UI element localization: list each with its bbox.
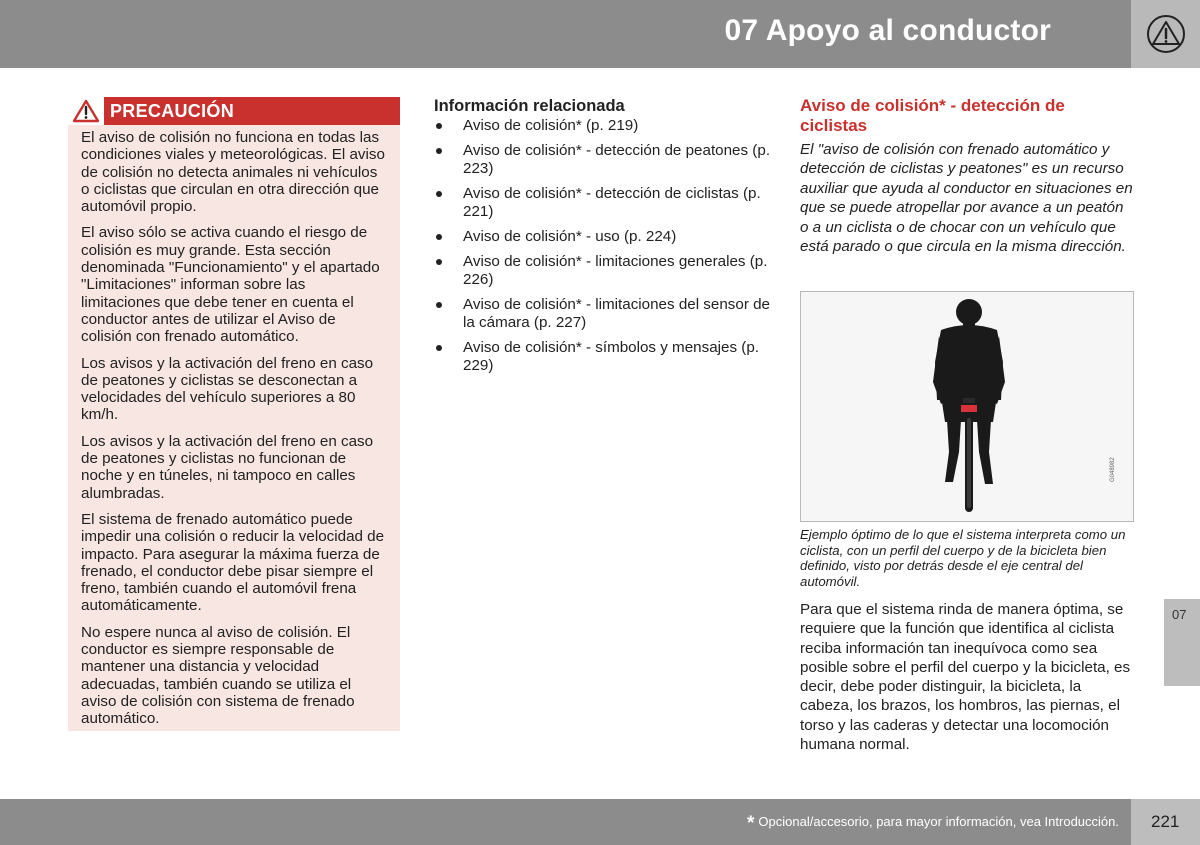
related-link[interactable]: Aviso de colisión* - detección de ciclistas (p. 221) xyxy=(434,185,774,221)
header-bar xyxy=(0,0,1131,68)
caution-box xyxy=(68,97,400,731)
chapter-tab-label: 07 xyxy=(1172,607,1187,622)
bullet-icon xyxy=(436,123,442,129)
caution-paragraph: El sistema de frenado automático puede impedir una colisión o reducir la velocidad de impacto. Para asegurar la máxima fuerza de frenado, el conductor debe pisar siempre el freno, también cuando el automóvil frena automáticamente. xyxy=(81,510,385,615)
related-link[interactable]: Aviso de colisión* (p. 219) xyxy=(434,117,774,135)
bullet-icon xyxy=(436,148,442,154)
related-link[interactable]: Aviso de colisión* - símbolos y mensajes (p. 229) xyxy=(434,339,774,375)
cyclist-illustration xyxy=(801,292,1135,523)
page-number: 221 xyxy=(1151,812,1180,831)
related-link[interactable]: Aviso de colisión* - limitaciones generales (p. 226) xyxy=(434,253,774,289)
bullet-icon xyxy=(436,259,442,265)
related-link[interactable]: Aviso de colisión* - limitaciones del sensor de la cámara (p. 227) xyxy=(434,296,774,332)
related-list xyxy=(434,117,774,375)
related-heading: Información relacionada xyxy=(434,97,625,115)
caution-paragraph: No espere nunca al aviso de colisión. El conductor es siempre responsable de mantener una distancia y velocidad adecuadas, también cuando se utiliza el aviso de colisión con sistema de frenado automático. xyxy=(81,623,355,728)
figure-code: G048982 xyxy=(1110,457,1116,482)
footer-note-text: Opcional/accesorio, para mayor información, vea Introducción. xyxy=(758,814,1119,829)
related-link[interactable]: Aviso de colisión* - uso (p. 224) xyxy=(434,228,774,246)
warning-triangle-icon xyxy=(1145,14,1187,54)
warning-triangle-icon xyxy=(72,99,100,123)
cyclist-figure xyxy=(800,291,1134,522)
footer-note xyxy=(747,813,1119,835)
bullet-icon xyxy=(436,345,442,351)
caution-paragraph: Los avisos y la activación del freno en caso de peatones y ciclistas no funcionan de noche y en túneles, ni tampoco en calles alumbradas. xyxy=(81,432,374,502)
section-heading: Aviso de colisión* - detección de ciclistas xyxy=(800,96,1065,135)
asterisk-icon: * xyxy=(747,813,755,834)
caution-body xyxy=(68,125,400,728)
caution-icon-box xyxy=(68,97,104,125)
footer-bar xyxy=(0,799,1131,845)
related-info xyxy=(434,97,774,382)
caution-paragraph: El aviso sólo se activa cuando el riesgo de colisión es muy grande. Esta sección denominada "Funcionamiento" y el apartado "Limitaciones" informan sobre las limitaciones que debe tener en cuenta el conductor antes de utilizar el Aviso de colisión con frenado automático. xyxy=(81,224,380,346)
caution-paragraph: Los avisos y la activación del freno en caso de peatones y ciclistas se desconectan a velocidades del vehículo superiores a 80 km/h. xyxy=(81,354,374,424)
related-link[interactable]: Aviso de colisión* - detección de peatones (p. 223) xyxy=(434,142,774,178)
header-icon-box xyxy=(1131,0,1200,68)
section-intro: El "aviso de colisión con frenado automático y detección de ciclistas y peatones" es un recurso auxiliar que ayuda al conductor en situaciones en que se puede atropellar por avance a un peatón o a un ciclista o de chocar con un vehículo que está parado o que circula en la misma dirección. xyxy=(800,141,1133,256)
chapter-title: 07 Apoyo al conductor xyxy=(724,14,1051,47)
caution-paragraph: El aviso de colisión no funciona en todas las condiciones viales y meteorológicas. El aviso de colisión no detecta animales ni vehículos o ciclistas que circulan en otra dirección que automóvil propio. xyxy=(81,129,385,216)
caution-title: PRECAUCIÓN xyxy=(110,100,235,121)
section-body: Para que el sistema rinda de manera óptima, se requiere que la función que identifica al ciclista reciba información tan inequívoca como sea posible sobre el perfil del cuerpo y la bicicleta, es decir, debe poder distinguir, la bicicleta, la cabeza, los brazos, los hombros, las piernas, el torso y las caderas y detectar una locomoción humana normal. xyxy=(800,601,1131,754)
page-number-box xyxy=(1131,799,1200,845)
figure-caption: Ejemplo óptimo de lo que el sistema interpreta como un ciclista, con un perfil del cuerpo y de la bicicleta bien definido, visto por detrás desde el eje central del automóvil. xyxy=(800,527,1126,589)
bullet-icon xyxy=(436,234,442,240)
chapter-tab[interactable] xyxy=(1164,599,1200,686)
section-content xyxy=(800,96,1136,256)
caution-header xyxy=(68,97,400,125)
bullet-icon xyxy=(436,191,442,197)
bullet-icon xyxy=(436,302,442,308)
